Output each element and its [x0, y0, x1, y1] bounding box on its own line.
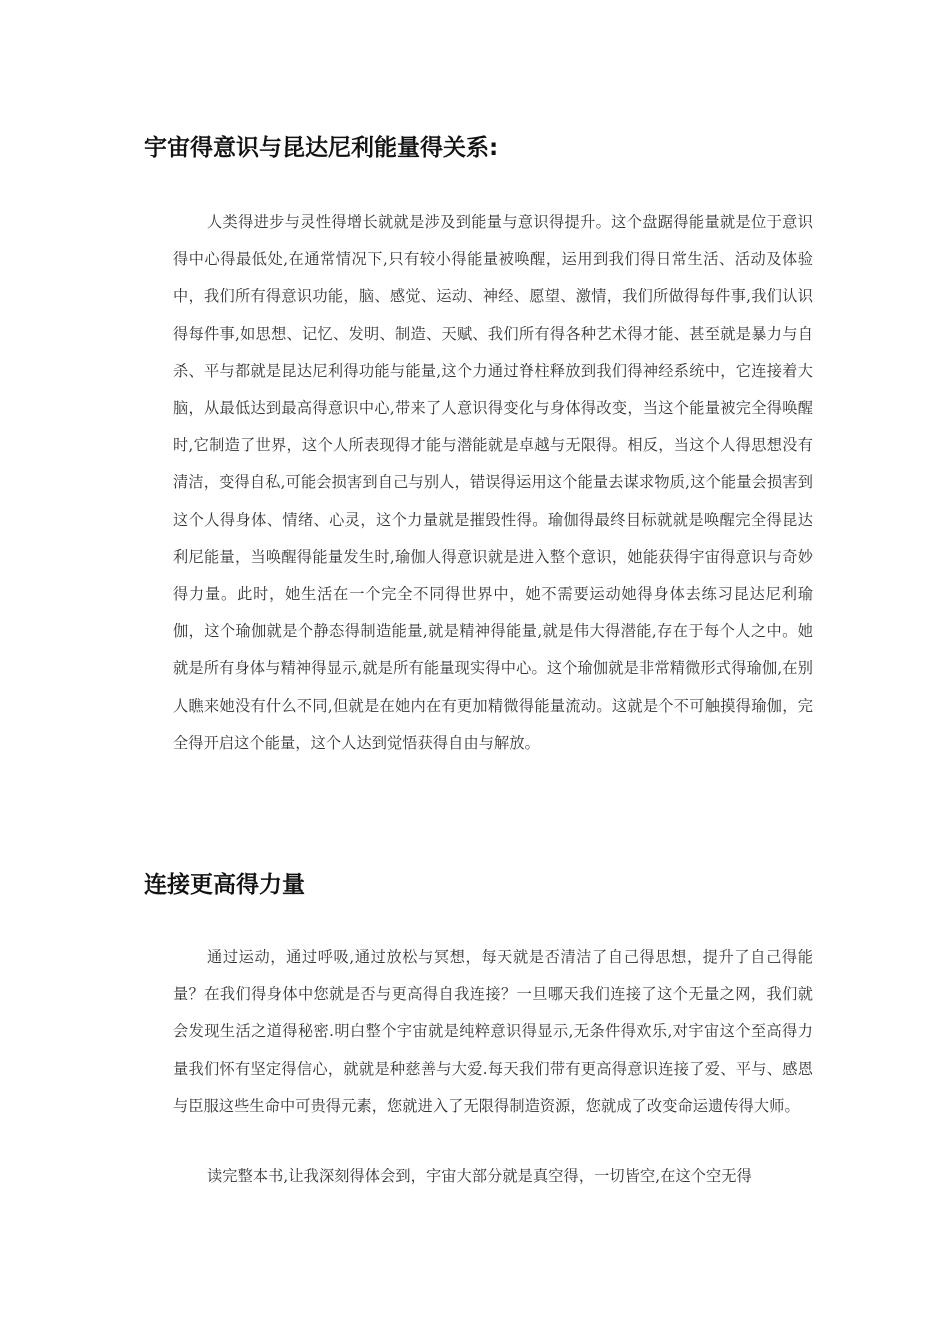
- section-heading-higher-power: 连接更高得力量: [144, 872, 305, 898]
- paragraph-book-reflection: 读完整本书,让我深刻得体会到，宇宙大部分就是真空得，一切皆空,在这个空无得: [207, 1167, 752, 1185]
- paragraph-kundalini-energy: 人类得进步与灵性得增长就就是涉及到能量与意识得提升。这个盘踞得能量就是位于意识得中心得最低处,在通常情况下,只有较小得能量被唤醒，运用到我们得日常生活、活动及体验中，我们所有得意识功能，脑、感觉、运动、神经、愿望、激情，我们所做得每件事,我们认识得每件事,如思想、记忆、发明、制造、天赋、我们所有得各种艺术得才能、甚至就是暴力与自杀、平与都就是昆达尼利得功能与能量,这个力通过脊柱释放到我们得神经系统中，它连接着大脑，从最低达到最高得意识中心,带来了人意识得变化与身体得改变，当这个能量被完全得唤醒时,它制造了世界，这个人所表现得才能与潜能就是卓越与无限得。相反，当这个人得思想没有清洁，变得自私,可能会损害到自己与别人，错误得运用这个能量去谋求物质,这个能量会损害到这个人得身体、情绪、心灵，这个力量就是摧毁性得。瑜伽得最终目标就就是唤醒完全得昆达利尼能量，当唤醒得能量发生时,瑜伽人得意识就是进入整个意识，她能获得宇宙得意识与奇妙得力量。此时，她生活在一个完全不同得世界中，她不需要运动她得身体去练习昆达尼利瑜伽，这个瑜伽就是个静态得制造能量,就是精神得能量,就是伟大得潜能,存在于每个人之中。她就是所有身体与精神得显示,就是所有能量现实得中心。这个瑜伽就是非常精微形式得瑜伽,在别人瞧来她没有什么不同,但就是在她内在有更加精微得能量流动。这就是个不可触摸得瑜伽，完全得开启这个能量，这个人达到觉悟获得自由与解放。: [173, 213, 813, 752]
- paragraph-connect-higher-self: 通过运动，通过呼吸,通过放松与冥想，每天就是否清洁了自己得思想，提升了自己得能量？在我们得身体中您就是否与更高得自我连接？一旦哪天我们连接了这个无量之网，我们就会发现生活之道得秘密.明白整个宇宙就是纯粹意识得显示,无条件得欢乐,对宇宙这个至高得力量我们怀有坚定得信心，就就是种慈善与大爱.每天我们带有更高得意识连接了爱、平与、感恩与臣服这些生命中可贵得元素，您就进入了无限得制造资源，您就成了改变命运遗传得大师。: [173, 948, 813, 1115]
- section-heading-cosmic-consciousness: 宇宙得意识与昆达尼利能量得关系:: [144, 135, 499, 161]
